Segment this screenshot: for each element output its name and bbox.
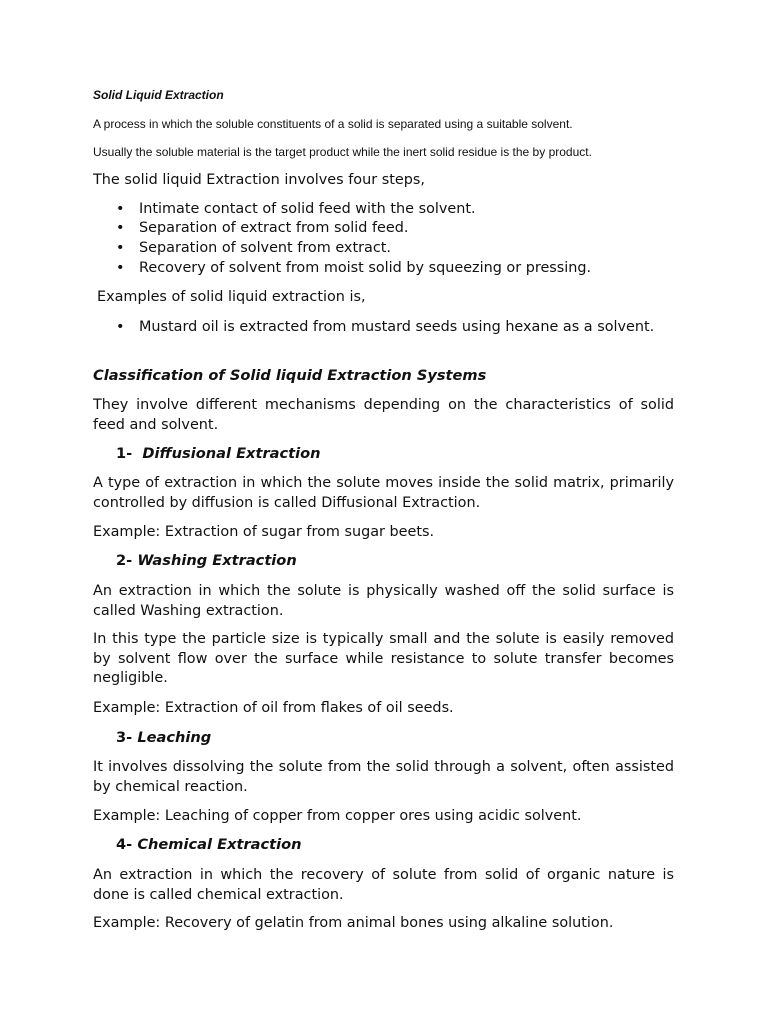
section-heading bbox=[116, 729, 211, 746]
section-paragraph: It involves dissolving the solute from the solid through a solvent, often assisted by chemical reaction. bbox=[93, 759, 674, 795]
section-example: Example: Extraction of sugar from sugar beets. bbox=[93, 524, 435, 540]
definition-line-2: Usually the soluble material is the target product while the inert solid residue is the by product. bbox=[93, 145, 592, 159]
section-number: 2- bbox=[116, 552, 133, 569]
section-paragraph: A type of extraction in which the solute moves inside the solid matrix, primarily controlled by diffusion is called Diffusional Extraction. bbox=[93, 475, 674, 511]
section-paragraph: An extraction in which the recovery of solute from solid of organic nature is done is called chemical extraction. bbox=[93, 867, 674, 903]
section-title: Diffusional Extraction bbox=[142, 445, 321, 462]
bullet-glyph: • bbox=[116, 220, 125, 236]
bullet-glyph: • bbox=[116, 240, 125, 256]
list-item: Intimate contact of solid feed with the solvent. bbox=[139, 201, 476, 217]
section-title: Washing Extraction bbox=[137, 552, 297, 569]
list-item: Separation of extract from solid feed. bbox=[139, 220, 409, 236]
section-heading bbox=[116, 836, 302, 853]
examples-intro: Examples of solid liquid extraction is, bbox=[97, 289, 366, 305]
classification-intro: They involve different mechanisms depending on the characteristics of solid feed and solvent. bbox=[93, 397, 674, 433]
bullet-glyph: • bbox=[116, 260, 125, 276]
document-title: Solid Liquid Extraction bbox=[93, 88, 224, 102]
section-number: 4- bbox=[116, 836, 133, 853]
section-title: Leaching bbox=[137, 729, 212, 746]
section-number: 1- bbox=[116, 445, 133, 462]
section-number: 3- bbox=[116, 729, 133, 746]
section-example: Example: Leaching of copper from copper ores using acidic solvent. bbox=[93, 808, 582, 824]
classification-heading: Classification of Solid liquid Extraction Systems bbox=[93, 367, 487, 384]
section-example: Example: Recovery of gelatin from animal bones using alkaline solution. bbox=[93, 915, 614, 931]
definition-line-1: A process in which the soluble constituents of a solid is separated using a suitable solvent. bbox=[93, 117, 573, 131]
section-paragraph: In this type the particle size is typically small and the solute is easily removed by solvent flow over the surface while resistance to solute transfer becomes negligible. bbox=[93, 631, 674, 686]
steps-intro: The solid liquid Extraction involves four steps, bbox=[93, 172, 425, 188]
section-heading bbox=[116, 552, 297, 569]
list-item: Mustard oil is extracted from mustard seeds using hexane as a solvent. bbox=[139, 319, 655, 335]
section-example: Example: Extraction of oil from flakes of oil seeds. bbox=[93, 700, 454, 716]
section-title: Chemical Extraction bbox=[137, 836, 302, 853]
list-item: Recovery of solvent from moist solid by squeezing or pressing. bbox=[139, 260, 592, 276]
bullet-glyph: • bbox=[116, 201, 125, 217]
section-heading bbox=[116, 445, 321, 462]
section-paragraph: An extraction in which the solute is physically washed off the solid surface is called Washing extraction. bbox=[93, 583, 674, 619]
list-item: Separation of solvent from extract. bbox=[139, 240, 391, 256]
bullet-glyph: • bbox=[116, 319, 125, 335]
